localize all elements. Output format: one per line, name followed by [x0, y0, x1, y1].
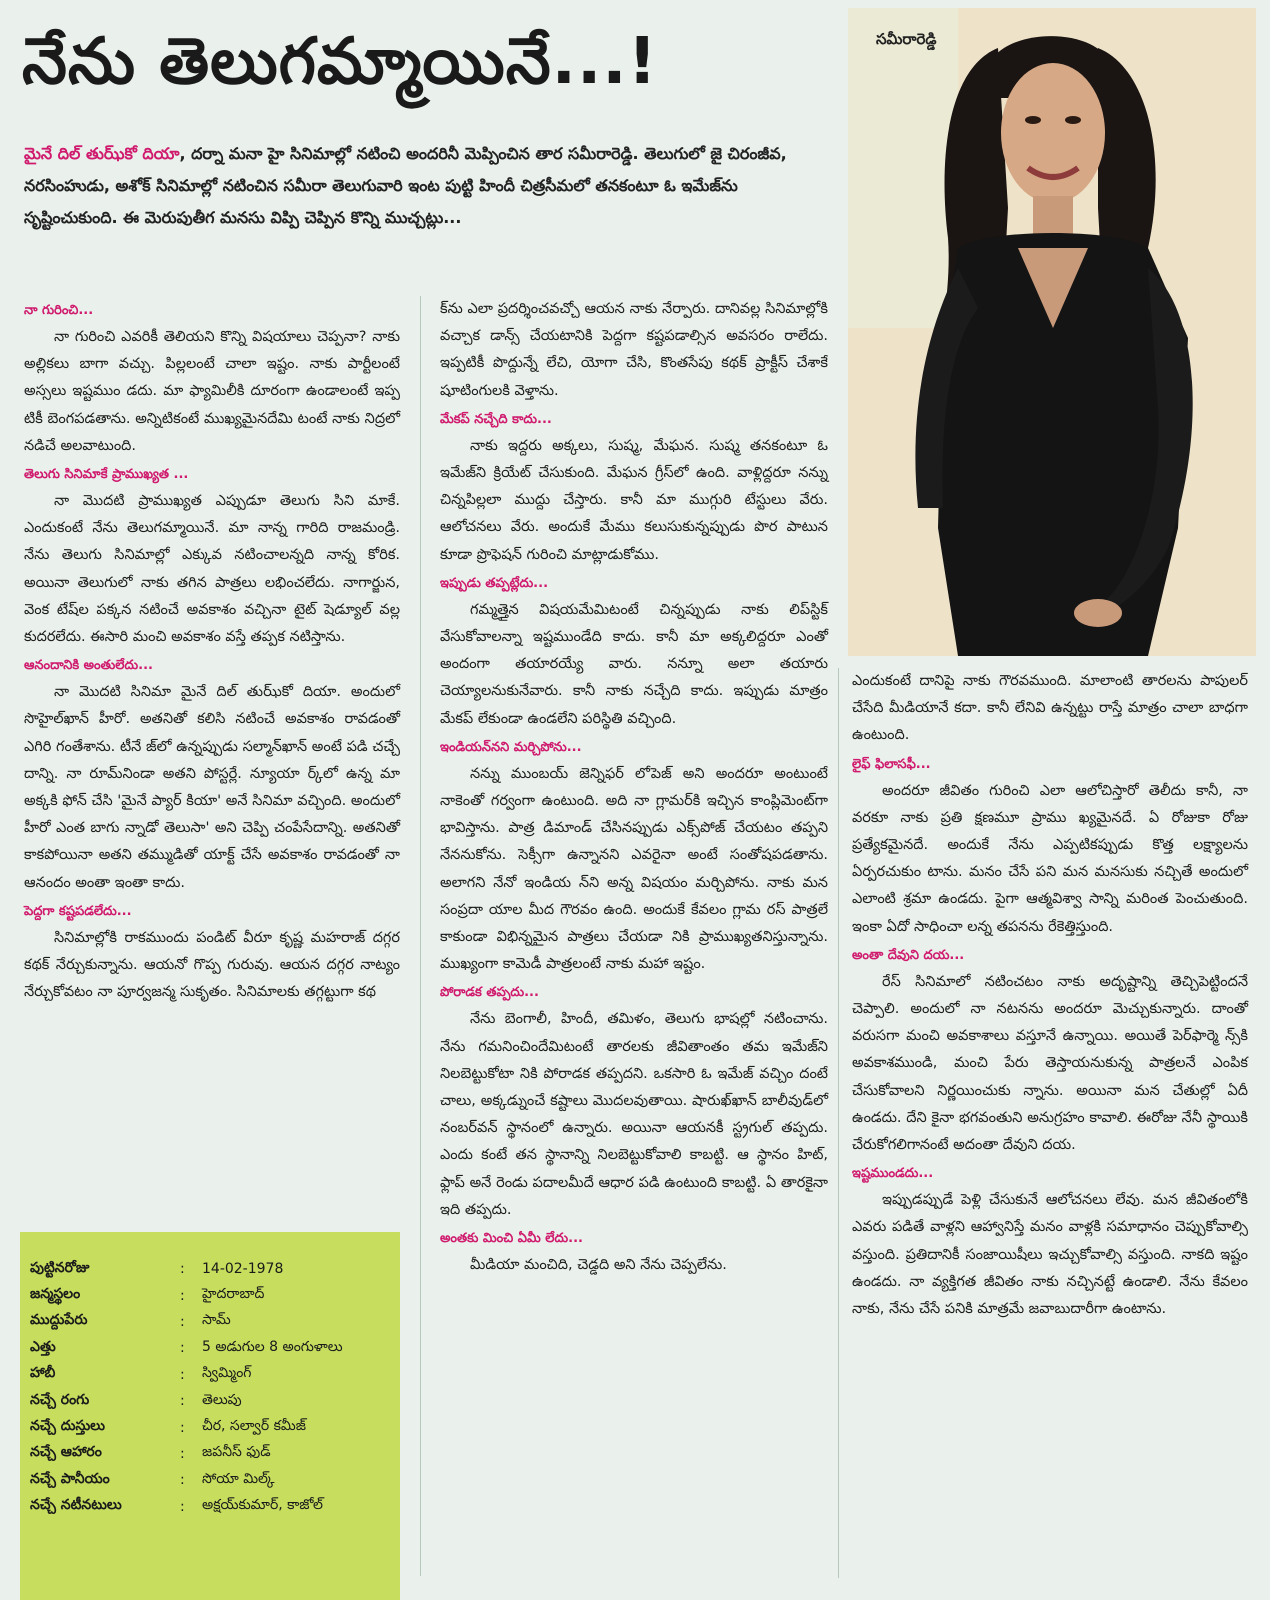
body-paragraph: నా మొదటి సినిమా మైనే దిల్ తుఝ్‌కో దియా. అందులో సొహైల్‌ఖాన్ హీరో. అతనితో కలిసి నటించే అవకాశం రావడంతో ఎగిరి గంతేశాను. టీనే జ్‌లో ఉన్నప్పుడు సల్మాన్‌ఖాన్ అంటే పడి చచ్చే దాన్ని. నా రూమ్‌నిండా అతని పోస్టర్లే. న్యూయా ర్క్‌లో ఉన్న మా అక్కకి ఫోన్ చేసి 'మైనే ప్యార్ కియా' అనే సినిమా వచ్చింది. అందులో హీరో ఎంత బాగు న్నాడో తెలుసా' అని చెప్పి చంపేసేదాన్ని. అతనితో కాకపోయినా అతని తమ్ముడితో యాక్ట్ చేసే అవకాశం రావడంతో నా ఆనందం అంతా ఇంతా కాదు.: [24, 684, 400, 891]
fact-row: [30, 1256, 343, 1282]
facts-table: [30, 1256, 343, 1520]
fact-value: హైదరాబాద్: [202, 1286, 265, 1303]
body-paragraph: ఎందుకంటే దానిపై నాకు గౌరవముంది. మాలాంటి తారలను పాపులర్ చేసేది మీడియానే కదా. కానీ లేనివి ఉన్నట్టు రాస్తే మాత్రం చాలా బాధగా ఉంటుంది.: [852, 673, 1248, 744]
body-paragraph: సినిమాల్లోకి రాకముందు పండిట్ వీరూ కృష్ణ మహరాజ్ దగ్గర కథక్ నేర్చుకున్నాను. ఆయనో గొప్ప గురువు. ఆయన దగ్గర నాట్యం నేర్చుకోవటం నా పూర్వజన్మ సుకృతం. సినిమాలకు తగ్గట్టుగా కథ: [24, 929, 400, 1001]
article-column-1: [24, 296, 400, 1006]
fact-colon: :: [180, 1287, 185, 1304]
fact-colon: :: [180, 1313, 185, 1330]
fact-value: అక్షయ్‌కుమార్, కాజోల్: [202, 1497, 323, 1514]
section-heading: అంతకు మించి ఏమీ లేదు...: [440, 1231, 583, 1247]
fact-label: ఎత్తు: [30, 1338, 56, 1355]
article-column-2: [440, 296, 828, 1279]
section-heading: ఇప్పుడు తప్పట్లేదు...: [440, 575, 549, 591]
fact-label: నచ్చే దుస్తులు: [30, 1418, 105, 1435]
fact-label: నచ్చే ఆహారం: [30, 1444, 102, 1461]
fact-label: జన్మస్థలం: [30, 1286, 81, 1303]
section-heading: పోరాడక తప్పదు...: [440, 985, 539, 1001]
section-heading: ఇండియన్‌నని మర్చిపోను...: [440, 739, 582, 755]
section-heading: నా గురించి...: [24, 303, 94, 318]
fact-value: స్విమ్మింగ్: [202, 1365, 252, 1382]
body-paragraph: ఇప్పుడప్పుడే పెళ్లి చేసుకునే ఆలోచనలు లేవు. మన జీవితంలోకి ఎవరు పడితే వాళ్లని ఆహ్వానిస్తే మనం వాళ్లకి సమాధానం చెప్పుకోవాల్సి వస్తుంది. ప్రతిదానికీ సంజాయిషీలు ఇచ్చుకోవాల్సి వస్తుంది. నాకది ఇష్టం ఉండదు. నా వ్యక్తిగత జీవితం నాకు నచ్చినట్టే ఉండాలి. నేను కేవలం నాకు, నేను చేసే పనికి మాత్రమే జవాబుదారీగా ఉంటాను.: [852, 1192, 1248, 1318]
fact-colon: :: [180, 1498, 185, 1515]
body-paragraph: నా గురించి ఎవరికీ తెలియని కొన్ని విషయాలు చెప్పనా? నాకు అల్లికలు బాగా వచ్చు. పిల్లలంటే చాలా ఇష్టం. నాకు పార్టీలంటే అస్సలు ఇష్టముం డదు. మా ఫ్యామిలీకి దూరంగా ఉండాలంటే ఇప్ప టికీ బెంగపడతాను. అన్నిటికంటే ముఖ్యమైనదేమి టంటే నాకు నిద్రలో నడిచే అలవాటుంది.: [24, 329, 400, 454]
fact-value: జపనీస్ ఫుడ్: [202, 1444, 271, 1461]
fact-row: [30, 1388, 343, 1414]
body-paragraph: నాకు ఇద్దరు అక్కలు, సుష్మ, మేఘన. సుష్మ తనకంటూ ఓ ఇమేజ్‌ని క్రియేట్ చేసుకుంది. మేఘన గ్రీస్‌లో ఉంది. వాళ్లిద్దరూ నన్ను చిన్నపిల్లలా ముద్దు చేస్తారు. కానీ మా ముగ్గురి టేస్టులు వేరు. ఆలోచనలు వేరు. అందుకే మేము కలుసుకున్నప్పుడు పొర పాటున కూడా ప్రొఫెషన్ గురించి మాట్లాడుకోము.: [440, 437, 828, 563]
section-heading: మేకప్ నచ్చేది కాదు...: [440, 411, 552, 427]
section-heading: తెలుగు సినిమాకే ప్రాముఖ్యత ...: [24, 467, 189, 483]
fact-row: [30, 1362, 343, 1388]
section-heading: అంతా దేవుని దయ...: [852, 947, 965, 963]
section-heading: ఆనందానికి అంతులేదు...: [24, 658, 153, 674]
fact-label: ముద్దుపేరు: [30, 1312, 88, 1329]
body-paragraph: రేస్ సినిమాలో నటించటం నాకు అదృష్టాన్ని తెచ్చిపెట్టిందనే చెప్పాలి. అందులో నా నటనను అందరూ మెచ్చుకున్నారు. దాంతో వరుసగా మంచి అవకాశాలు వస్తూనే ఉన్నాయి. అయితే పెర్‌ఫార్మె న్స్‌కి అవకాశముండి, మంచి పేరు తెస్తాయనుకున్న పాత్రలనే ఎంపిక చేసుకోవాలని నిర్ణయించుకు న్నాను. అయినా మన చేతుల్లో ఏదీ ఉండదు. దేని కైనా భగవంతుని అనుగ్రహం కావాలి. ఈరోజు నేనీ స్థాయికి చేరుకోగలిగానంటే అదంతా దేవుని దయ.: [852, 973, 1248, 1154]
fact-row: [30, 1282, 343, 1308]
fact-colon: :: [180, 1261, 185, 1278]
fact-value: 14-02-1978: [202, 1261, 284, 1278]
fact-label: పుట్టినరోజు: [30, 1259, 90, 1276]
body-paragraph: నా మొదటి ప్రాముఖ్యత ఎప్పుడూ తెలుగు సిని మాకే. ఎందుకంటే నేను తెలుగమ్మాయినే. మా నాన్న గారిది రాజమండ్రి. నేను తెలుగు సినిమాల్లో ఎక్కువ నటించాలన్నది నాన్న కోరిక. అయినా తెలుగులో నాకు తగిన పాత్రలు లభించలేదు. నాగార్జున, వెంక టేష్‌ల పక్కన నటించే అవకాశం వచ్చినా టైట్ షెడ్యూల్ వల్ల కుదరలేదు. ఈసారి మంచి అవకాశం వస్తే తప్పక నటిస్తాను.: [24, 493, 400, 646]
fact-row: [30, 1414, 343, 1440]
intro-lead: మైనే దిల్ తుఝ్‌కో దియా: [24, 144, 180, 163]
fact-colon: :: [180, 1445, 185, 1462]
fact-value: తెలుపు: [202, 1391, 242, 1408]
photo-caption: సమీరారెడ్డి: [876, 30, 937, 48]
fact-colon: :: [180, 1472, 185, 1489]
fact-label: నచ్చే పానీయం: [30, 1470, 110, 1487]
fact-colon: :: [180, 1340, 185, 1357]
fact-label: నచ్చే నటీనటులు: [30, 1497, 122, 1514]
fact-row: [30, 1441, 343, 1467]
fact-label: హాబీ: [30, 1365, 56, 1382]
fact-value: సామ్: [202, 1312, 231, 1329]
fact-row: [30, 1309, 343, 1335]
article-column-3: [852, 668, 1248, 1323]
body-paragraph: అందరూ జీవితం గురించి ఎలా ఆలోచిస్తారో తెలీదు కానీ, నా వరకూ నాకు ప్రతి క్షణమూ ప్రాము ఖ్యమైనదే. ఏ రోజుకా రోజు ప్రత్యేకమైనదే. అందుకే నేను ఎప్పటికప్పుడు కొత్త లక్ష్యాలను ఏర్పరచుకుం టాను. మనం చేసే పని మన మనసుకు నచ్చితే అందులో ఎలాంటి శ్రమా ఉండదు. పైగా ఆత్మవిశ్వా సాన్ని మరింత పెంచుతుంది. ఇంకా ఏదో సాధించా లన్న తపనను రేకెత్తిస్తుంది.: [852, 782, 1248, 935]
body-paragraph: క్‌ను ఎలా ప్రదర్శించవచ్చో ఆయన నాకు నేర్పారు. దానివల్ల సినిమాల్లోకి వచ్చాక డాన్స్ చేయటానికి పెద్దగా కష్టపడాల్సిన అవసరం రాలేదు. ఇప్పటికీ పొద్దున్నే లేచి, యోగా చేసి, కొంతసేపు కథక్ ప్రాక్టీస్ చేశాకే షూటింగులకి వెళ్తాను.: [440, 301, 828, 399]
headline: నేను తెలుగమ్మాయినే...!: [22, 25, 658, 99]
fact-row: [30, 1494, 343, 1520]
profile-facts-box: [20, 1232, 400, 1600]
body-paragraph: నేను బెంగాలీ, హిందీ, తమిళం, తెలుగు భాషల్లో నటించాను. నేను గమనించిందేమిటంటే తారలకు జీవితాంతం తమ ఇమేజ్‌ని నిలబెట్టుకోటా నికి పోరాడక తప్పదని. ఒకసారి ఓ ఇమేజ్ వచ్చిం దంటే చాలు, అక్కడ్నుంచే కష్టాలు మొదలవుతాయి. షారుఖ్‌ఖాన్ బాలీవుడ్‌లో నంబర్‌వన్ స్థానంలో ఉన్నారు. అయినా ఆయనకీ స్ట్రగుల్ తప్పదు. ఎందు కంటే తన స్థానాన్ని నిలబెట్టుకోవాలి కాబట్టి. ఆ స్థానం హిట్, ఫ్లాప్ అనే రెండు పదాలమీదే ఆధార పడి ఉంటుంది కాబట్టి. ఏ తారకైనా ఇది తప్పదు.: [440, 1011, 828, 1218]
intro-text: , దర్నా మనా హై సినిమాల్లో నటించి అందరినీ మెప్పించిన తార సమీరారెడ్డి. తెలుగులో జై చిరంజీవ, నరసింహుడు, అశోక్ సినిమాల్లో నటించిన సమీరా తెలుగువారి ఇంట పుట్టి హిందీ చిత్రసీమలో తనకంటూ ఓ ఇమేజ్‌ను సృష్టించుకుంది. ఈ మెరుపుతీగ మనసు విప్పి చెప్పిన కొన్ని ముచ్చట్లు...: [24, 144, 787, 227]
actress-portrait-graphic: [848, 8, 1256, 656]
fact-value: 5 అడుగుల 8 అంగుళాలు: [202, 1338, 343, 1355]
column-divider: [838, 668, 839, 1578]
fact-colon: :: [180, 1419, 185, 1436]
body-paragraph: మీడియా మంచిది, చెడ్డది అని నేను చెప్పలేను.: [470, 1257, 727, 1274]
fact-row: [30, 1467, 343, 1493]
intro-paragraph: [24, 138, 824, 234]
section-heading: లైఫ్ ఫిలాసఫీ...: [852, 756, 931, 772]
fact-label: నచ్చే రంగు: [30, 1391, 90, 1408]
fact-value: సోయా మిల్క్: [202, 1470, 275, 1487]
body-paragraph: గమ్మత్తైన విషయమేమిటంటే చిన్నప్పుడు నాకు లిప్‌స్టిక్ వేసుకోవాలన్నా ఇష్టముండేది కాదు. కానీ మా అక్కలిద్దరూ ఎంతో అందంగా తయారయ్యే వారు. నన్నూ అలా తయారు చెయ్యాలనుకునేవారు. కానీ నాకు నచ్చేది కాదు. ఇప్పుడు మాత్రం మేకప్ లేకుండా ఉండలేని పరిస్థితి వచ్చింది.: [440, 601, 828, 727]
fact-colon: :: [180, 1393, 185, 1410]
fact-value: చీర, సల్వార్ కమీజ్: [202, 1418, 306, 1435]
actress-photo: [848, 8, 1256, 656]
body-paragraph: నన్ను ముంబయ్ జెన్నిఫర్ లోపెజ్ అని అందరూ అంటుంటే నాకెంతో గర్వంగా ఉంటుంది. అది నా గ్లామర్‌కి ఇచ్చిన కాంప్లిమెంట్‌గా భావిస్తాను. పాత్ర డిమాండ్ చేసినప్పుడు ఎక్స్‌పోజ్ చేయటం తప్పని నేననుకోను. సెక్సీగా ఉన్నానని ఎవరైనా అంటే సంతోషపడతాను. అలాగని నేనో ఇండియ న్‌ని అన్న విషయం మర్చిపోను. నాకు మన సంప్రదా యాల మీద గౌరవం ఉంది. అందుకే కేవలం గ్లామ రస్ పాత్రలే కాకుండా విభిన్నమైన పాత్రలు చేయడా నికి ప్రాముఖ్యతనిస్తున్నాను. ముఖ్యంగా కామెడీ పాత్రలంటే నాకు మహా ఇష్టం.: [440, 765, 828, 973]
column-divider: [420, 296, 421, 1576]
section-heading: పెద్దగా కష్టపడలేదు...: [24, 903, 132, 919]
fact-colon: :: [180, 1366, 185, 1383]
section-heading: ఇష్టముండదు...: [852, 1166, 934, 1182]
fact-row: [30, 1335, 343, 1361]
